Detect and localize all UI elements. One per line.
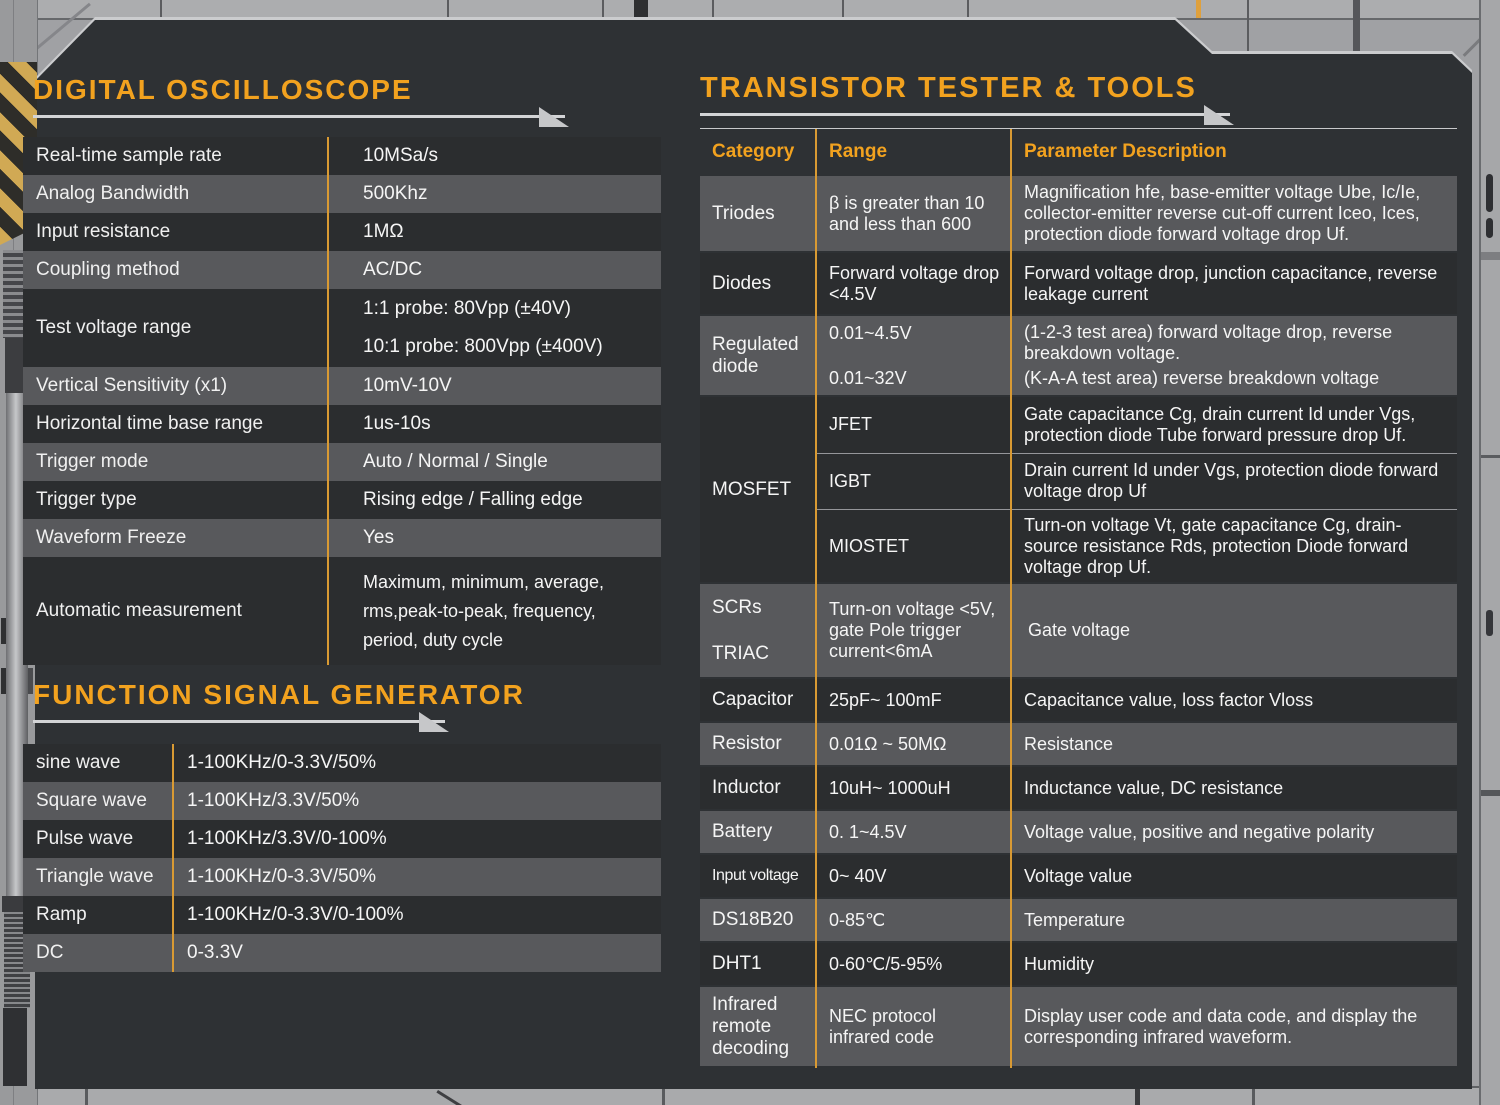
cell-description: Drain current Id under Vgs, protection diode forward voltage drop Uf — [1024, 460, 1439, 502]
table-row — [23, 137, 661, 175]
right-slot — [1486, 610, 1493, 636]
cell-description: Display user code and data code, and display the corresponding infrared waveform. — [1024, 1005, 1418, 1047]
cell-description: Turn-on voltage Vt, gate capacitance Cg, drain-source resistance Rds, protection Diode forward voltage drop Uf. — [1024, 514, 1409, 577]
table-row — [700, 679, 1457, 723]
cell-range: β is greater than 10 and less than 600 — [829, 192, 985, 234]
bg-seam — [602, 0, 604, 18]
section-oscilloscope-header — [33, 74, 565, 118]
column-divider — [1010, 129, 1012, 1068]
header-range: Range — [829, 141, 888, 162]
cell-range: 10uH~ 1000uH — [829, 777, 951, 798]
oscilloscope-table — [23, 137, 661, 665]
table-row — [700, 316, 1457, 397]
row-label: Analog Bandwidth — [36, 183, 190, 204]
right-slot — [1486, 174, 1493, 212]
section-title: TRANSISTOR TESTER & TOOLS — [700, 72, 1197, 104]
table-row — [23, 251, 661, 289]
right-slot — [1486, 218, 1493, 238]
row-value: 1MΩ — [363, 221, 404, 242]
cell-description: Inductance value, DC resistance — [1024, 777, 1284, 798]
table-row — [700, 943, 1457, 987]
cell-range: 25pF~ 100mF — [829, 689, 942, 710]
table-row — [700, 253, 1457, 316]
cell-range: NEC protocol infrared code — [829, 1005, 937, 1047]
cell-range: Forward voltage drop <4.5V — [829, 262, 1000, 304]
cell-category: Input voltage — [712, 867, 799, 884]
row-value: Maximum, minimum, average, — [363, 571, 605, 592]
row-label: Real-time sample rate — [36, 145, 222, 166]
cell-category: MOSFET — [712, 478, 792, 500]
table-row — [23, 289, 661, 367]
row-value: 1us-10s — [363, 413, 431, 434]
table-row — [23, 175, 661, 213]
row-value: 500Khz — [363, 183, 428, 204]
cell-category: DHT1 — [712, 953, 762, 974]
bg-accent-tick — [1196, 0, 1201, 18]
row-label: Automatic measurement — [36, 600, 242, 621]
row-value: 1-100KHz/0-3.3V/50% — [187, 866, 377, 887]
header-description: Parameter Description — [1024, 141, 1227, 162]
cell-range: 0-60℃/5-95% — [829, 953, 943, 974]
cell-category: SCRs — [712, 596, 762, 618]
section-title: FUNCTION SIGNAL GENERATOR — [33, 679, 525, 710]
cell-description: (K-A-A test area) reverse breakdown voltage — [1024, 368, 1380, 388]
table-row — [23, 557, 661, 665]
cell-range: 0.01Ω ~ 50MΩ — [829, 733, 947, 754]
table-row — [700, 767, 1457, 811]
table-row — [23, 519, 661, 557]
cell-category: TRIAC — [712, 642, 769, 664]
cell-description: Voltage value, positive and negative polarity — [1024, 821, 1375, 842]
row-value: 0-3.3V — [187, 942, 243, 963]
bg-seam — [842, 0, 844, 18]
cell-description: Capacitance value, loss factor Vloss — [1024, 689, 1314, 710]
bg-seam — [1252, 1088, 1255, 1105]
left-notch — [1, 668, 6, 694]
heading-arrow-icon — [539, 107, 569, 127]
left-block — [3, 1008, 27, 1086]
signal-generator-table — [23, 744, 661, 972]
cell-range: 0.01~32V — [829, 367, 907, 388]
cell-category: Capacitor — [712, 689, 794, 710]
heading-underline — [33, 720, 445, 723]
row-value: Auto / Normal / Single — [363, 451, 548, 472]
table-row-mosfet — [700, 397, 1457, 584]
bg-right-strip — [1479, 0, 1500, 1105]
column-divider — [815, 129, 817, 1068]
cell-category: Resistor — [712, 733, 782, 754]
cell-category: Regulated diode — [712, 333, 799, 377]
right-notch — [1481, 252, 1500, 260]
bg-seam — [1353, 0, 1360, 51]
row-value: 1-100KHz/0-3.3V/50% — [187, 752, 377, 773]
row-value: 1-100KHz/3.3V/0-100% — [187, 828, 387, 849]
row-value: period, duty cycle — [363, 629, 504, 650]
cell-range: 0.01~4.5V — [829, 322, 912, 343]
table-row — [700, 855, 1457, 899]
cell-category: Triodes — [712, 202, 775, 224]
cell-category: Inductor — [712, 777, 781, 798]
cell-description: Voltage value — [1024, 865, 1133, 886]
cell-description: Gate capacitance Cg, drain current Id under Vgs, protection diode Tube forward pressure drop Uf. — [1024, 403, 1416, 445]
section-transistor-tester-header — [700, 72, 1230, 116]
cell-range: 0-85℃ — [829, 909, 886, 930]
table-row — [23, 443, 661, 481]
cell-description: Magnification hfe, base-emitter voltage Ube, Ic/Ie, collector-emitter reverse cut-off current Iceo, Ices, protection diode forward voltage drop Uf. — [1024, 182, 1421, 244]
column-divider — [172, 744, 174, 972]
cell-description: Forward voltage drop, junction capacitance, reverse leakage current — [1024, 262, 1438, 304]
cell-description: Temperature — [1024, 909, 1126, 930]
row-value: Rising edge / Falling edge — [363, 489, 583, 510]
header-category: Category — [712, 140, 795, 162]
table-row — [700, 176, 1457, 253]
cell-category: Infrared remote decoding — [712, 993, 790, 1059]
bg-seam — [1247, 0, 1249, 51]
table-row — [700, 987, 1457, 1068]
table-header-row — [700, 129, 1457, 176]
row-label: Waveform Freeze — [36, 527, 187, 548]
row-label: Triangle wave — [36, 866, 154, 887]
row-value: 10MSa/s — [363, 145, 438, 166]
cell-category: Battery — [712, 821, 773, 842]
cell-range: 0. 1~4.5V — [829, 821, 907, 842]
cell-range: Turn-on voltage <5V, gate Pole trigger current<6mA — [829, 599, 996, 661]
bg-seam — [662, 1088, 665, 1105]
table-row — [700, 584, 1457, 679]
cell-category: DS18B20 — [712, 909, 794, 930]
row-label: sine wave — [36, 752, 121, 773]
table-row — [23, 820, 661, 858]
row-label: Vertical Sensitivity (x1) — [36, 375, 228, 396]
row-label: DC — [36, 942, 64, 963]
row-value: AC/DC — [363, 259, 423, 280]
table-row — [23, 782, 661, 820]
sub-row — [815, 397, 1457, 453]
bg-seam — [967, 0, 969, 18]
row-label: Horizontal time base range — [36, 413, 264, 434]
heading-arrow-icon — [419, 712, 449, 732]
mosfet-subrows — [815, 397, 1457, 582]
heading-arrow-icon — [1204, 105, 1234, 125]
row-value: 10mV-10V — [363, 375, 452, 396]
table-row — [23, 213, 661, 251]
bg-seam — [160, 0, 162, 18]
cell-description: (1-2-3 test area) forward voltage drop, reverse breakdown voltage. — [1024, 322, 1393, 363]
row-value: 1-100KHz/0-3.3V/0-100% — [187, 904, 404, 925]
cell-description: Resistance — [1024, 733, 1114, 754]
table-row — [23, 481, 661, 519]
cell-category: Diodes — [712, 272, 772, 294]
section-title: DIGITAL OSCILLOSCOPE — [33, 74, 413, 105]
table-row — [700, 899, 1457, 943]
section-signal-generator-header — [33, 679, 525, 723]
row-label: Ramp — [36, 904, 87, 925]
cell-range: MIOSTET — [829, 535, 909, 556]
cell-description: Humidity — [1024, 953, 1095, 974]
table-row — [700, 723, 1457, 767]
transistor-tester-table — [700, 128, 1457, 1068]
row-label: Input resistance — [36, 221, 171, 242]
row-label: Square wave — [36, 790, 147, 811]
bg-seam — [1135, 1088, 1140, 1105]
sub-row — [815, 453, 1457, 510]
table-row — [23, 367, 661, 405]
bg-seam — [712, 0, 714, 18]
column-divider — [327, 137, 329, 665]
row-value: rms,peak-to-peak, frequency, — [363, 600, 596, 621]
table-row — [23, 896, 661, 934]
cell-description: Gate voltage — [1028, 620, 1131, 640]
table-row — [23, 934, 661, 972]
bg-seam — [447, 0, 449, 18]
row-label: Pulse wave — [36, 828, 134, 849]
row-label: Trigger type — [36, 489, 137, 510]
row-value: 1-100KHz/3.3V/50% — [187, 790, 360, 811]
table-row — [700, 811, 1457, 855]
heading-underline — [700, 113, 1230, 116]
row-value: 10:1 probe: 800Vpp (±400V) — [363, 336, 603, 357]
table-row — [23, 744, 661, 782]
cell-range: JFET — [829, 414, 872, 435]
row-label: Test voltage range — [36, 317, 192, 338]
left-notch — [1, 618, 6, 644]
right-notch — [1481, 790, 1500, 796]
cell-range: IGBT — [829, 470, 872, 491]
heading-underline — [33, 115, 565, 118]
row-value: Yes — [363, 527, 394, 548]
table-row — [23, 405, 661, 443]
row-label: Coupling method — [36, 259, 180, 280]
sub-row — [815, 509, 1457, 582]
bg-seam — [85, 1088, 88, 1105]
row-value: 1:1 probe: 80Vpp (±40V) — [363, 298, 571, 319]
row-label: Trigger mode — [36, 451, 149, 472]
cell-range: 0~ 40V — [829, 865, 887, 886]
table-row — [23, 858, 661, 896]
right-notch — [1481, 455, 1500, 458]
